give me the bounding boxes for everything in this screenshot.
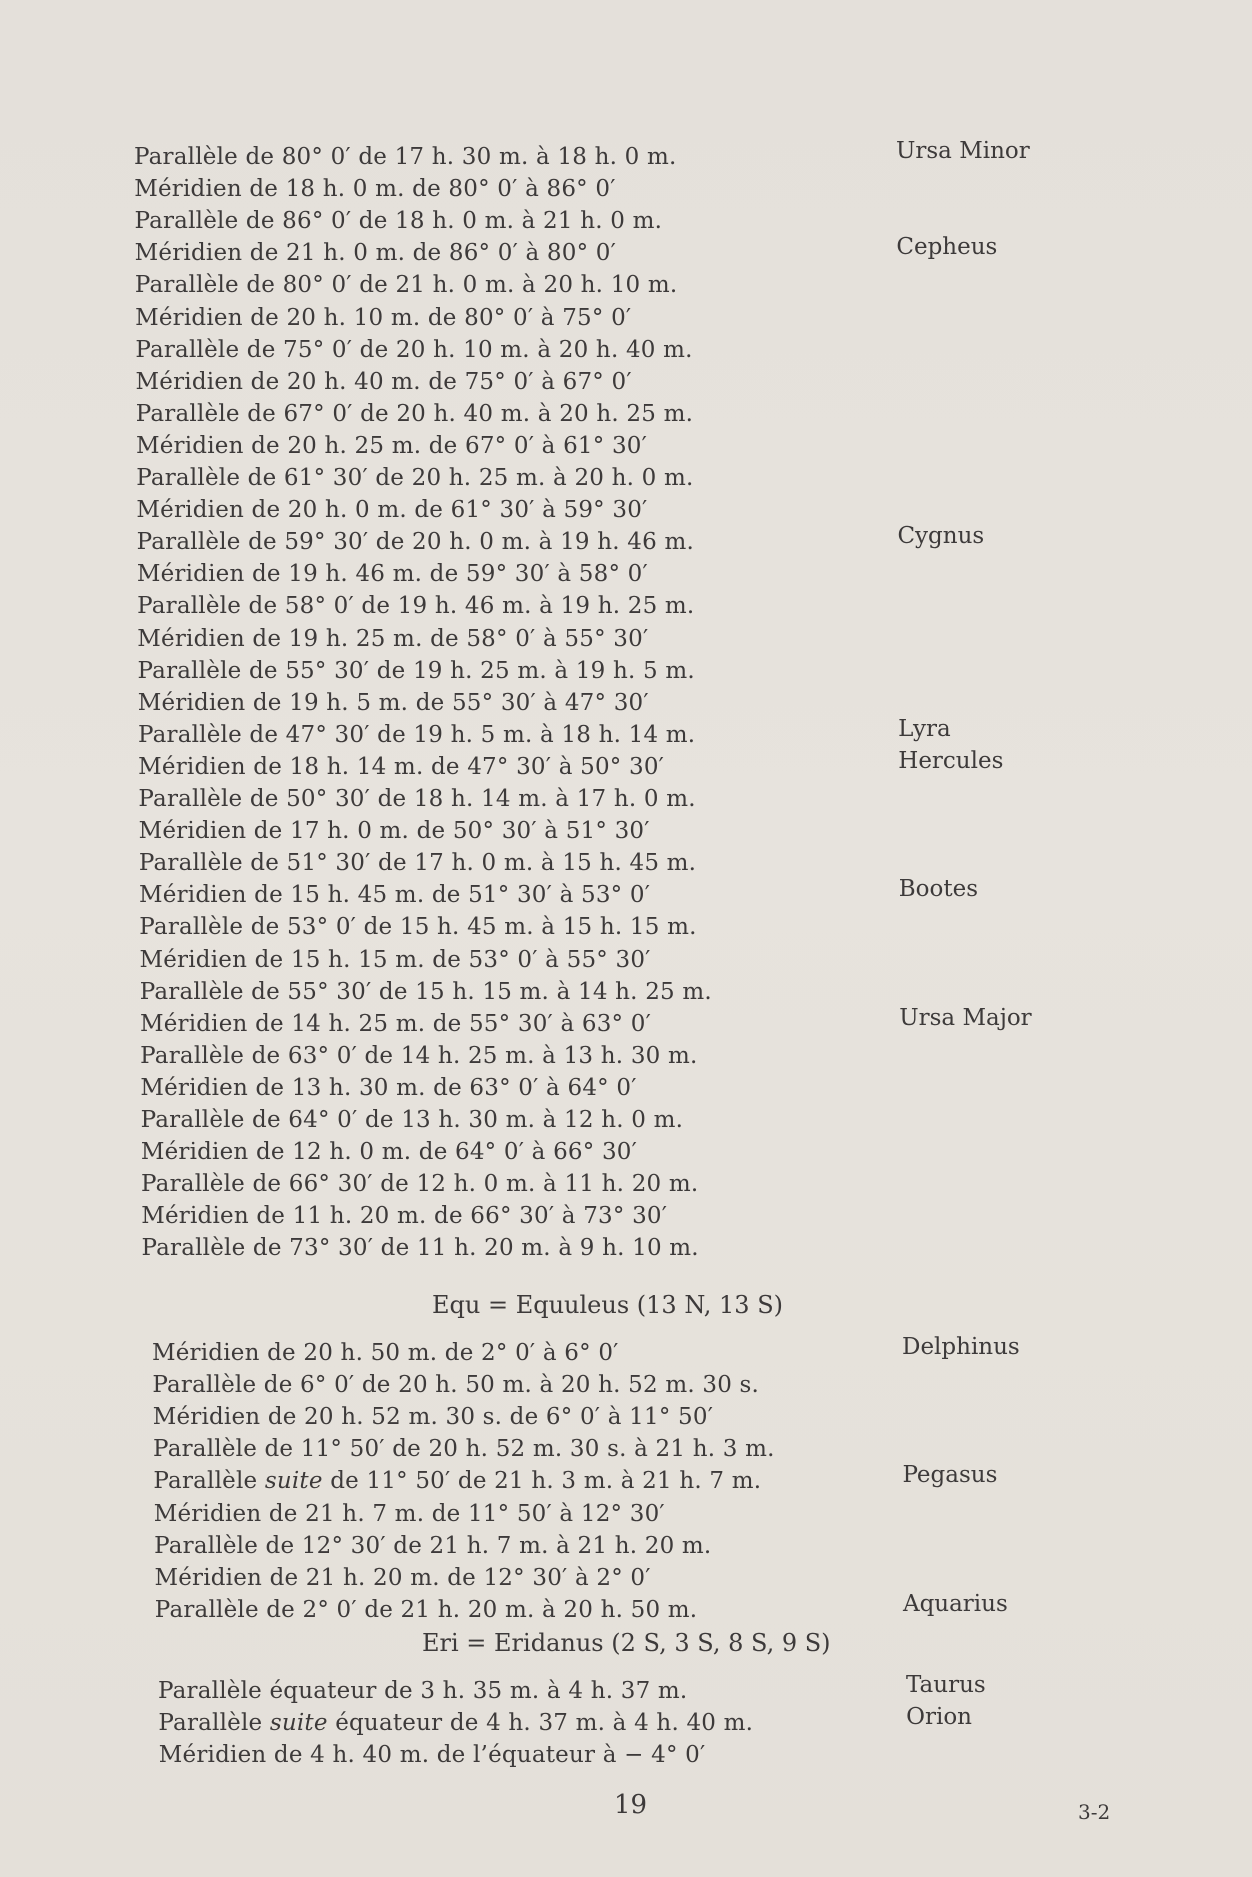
boundary-line: Méridien de 18 h. 0 m. de 80° 0′ à 86° 0′ [134,176,616,203]
boundary-line: Méridien de 12 h. 0 m. de 64° 0′ à 66° 30′ [140,1139,638,1166]
boundary-line: Méridien de 21 h. 0 m. de 86° 0′ à 80° 0′ [134,240,617,267]
boundary-line: Méridien de 13 h. 30 m. de 63° 0′ à 64° 0′ [140,1074,637,1101]
boundary-line: Parallèle suite équateur de 4 h. 37 m. à 4 h. 40 m. [158,1710,754,1737]
boundary-line: Parallèle de 61° 30′ de 20 h. 25 m. à 20 h. 0 m. [136,465,694,491]
boundary-line: Parallèle de 75° 0′ de 20 h. 10 m. à 20 h. 40 m. [135,336,693,363]
boundary-line: Méridien de 20 h. 52 m. 30 s. de 6° 0′ à 11° 50′ [152,1404,714,1431]
boundary-line: Parallèle de 58° 0′ de 19 h. 46 m. à 19 h. 25 m. [137,593,695,620]
boundary-line: Méridien de 20 h. 50 m. de 2° 0′ à 6° 0′ [152,1340,619,1366]
boundary-line: Méridien de 20 h. 40 m. de 75° 0′ à 67° 0′ [135,368,632,395]
boundary-line: Parallèle de 80° 0′ de 21 h. 0 m. à 20 h. 10 m. [134,272,678,299]
boundary-line: Méridien de 15 h. 15 m. de 53° 0′ à 55° 30′ [139,946,651,973]
boundary-line: Méridien de 21 h. 20 m. de 12° 30′ à 2° 0′ [154,1564,651,1591]
constellation-label: Taurus [906,1672,986,1698]
constellation-label: Orion [906,1704,972,1731]
boundary-line: Parallèle de 64° 0′ de 13 h. 30 m. à 12 h. 0 m. [140,1107,684,1133]
boundary-line: Parallèle de 6° 0′ de 20 h. 50 m. à 20 h. 52 m. 30 s. [152,1372,760,1399]
constellation-label: Bootes [898,876,979,903]
page-number: 19 [614,1790,648,1820]
constellation-label: Delphinus [902,1334,1020,1360]
constellation-label: Ursa Minor [896,138,1030,164]
boundary-line: Parallèle de 47° 30′ de 19 h. 5 m. à 18 h. 14 m. [137,721,696,748]
boundary-line: Parallèle de 51° 30′ de 17 h. 0 m. à 15 h. 45 m. [138,850,697,877]
page-mark: 3-2 [1078,1800,1111,1824]
boundary-line: Parallèle de 55° 30′ de 15 h. 15 m. à 14 h. 25 m. [139,978,712,1005]
boundary-line: Méridien de 11 h. 20 m. de 66° 30′ à 73° 30′ [141,1203,668,1230]
boundary-line: Méridien de 20 h. 10 m. de 80° 0′ à 75° 0′ [135,304,632,331]
boundary-line: Méridien de 14 h. 25 m. de 55° 30′ à 63° 0′ [139,1010,652,1037]
boundary-line: Méridien de 19 h. 46 m. de 59° 30′ à 58° 0′ [136,561,648,588]
boundary-line: Méridien de 17 h. 0 m. de 50° 30′ à 51° 30′ [138,818,650,845]
boundary-line: Parallèle équateur de 3 h. 35 m. à 4 h. 37 m. [158,1678,688,1704]
constellation-label: Cygnus [897,523,985,550]
boundary-line: Parallèle de 50° 30′ de 18 h. 14 m. à 17 h. 0 m. [138,786,696,812]
boundary-line: Méridien de 4 h. 40 m. de l’équateur à − 4° 0′ [158,1742,706,1769]
boundary-line: Parallèle de 80° 0′ de 17 h. 30 m. à 18 h. 0 m. [134,144,677,170]
boundary-line: Parallèle de 55° 30′ de 19 h. 25 m. à 19 h. 5 m. [137,657,695,684]
section-heading: Equ = Equuleus (13 N, 13 S) [432,1291,784,1319]
boundary-line: Parallèle de 63° 0′ de 14 h. 25 m. à 13 h. 30 m. [140,1042,698,1069]
constellation-label: Ursa Major [899,1004,1032,1031]
boundary-line: Parallèle de 73° 30′ de 11 h. 20 m. à 9 h. 10 m. [141,1235,699,1262]
constellation-label: Hercules [898,747,1004,774]
boundary-line: Parallèle de 12° 30′ de 21 h. 7 m. à 21 h. 20 m. [154,1532,712,1559]
boundary-line: Méridien de 19 h. 5 m. de 55° 30′ à 47° 30′ [137,689,649,716]
boundary-line: Méridien de 15 h. 45 m. de 51° 30′ à 53° 0′ [139,882,651,909]
boundary-line: Parallèle suite de 11° 50′ de 21 h. 3 m. à 21 h. 7 m. [153,1468,762,1495]
constellation-label: Lyra [898,715,951,742]
boundary-line: Méridien de 19 h. 25 m. de 58° 0′ à 55° 30′ [137,625,649,652]
boundary-line: Parallèle de 86° 0′ de 18 h. 0 m. à 21 h. 0 m. [134,208,663,235]
boundary-line: Parallèle de 67° 0′ de 20 h. 40 m. à 20 h. 25 m. [135,400,694,427]
constellation-label: Pegasus [902,1462,998,1489]
boundary-line: Méridien de 18 h. 14 m. de 47° 30′ à 50° 30′ [138,753,665,780]
boundary-line: Méridien de 20 h. 0 m. de 61° 30′ à 59° 30′ [136,497,648,524]
boundary-line: Méridien de 21 h. 7 m. de 11° 50′ à 12° 30′ [153,1500,665,1527]
constellation-label: Aquarius [902,1590,1008,1617]
constellation-label: Cepheus [896,234,998,261]
boundary-line: Parallèle de 59° 30′ de 20 h. 0 m. à 19 h. 46 m. [136,529,694,556]
boundary-line: Méridien de 20 h. 25 m. de 67° 0′ à 61° 30′ [135,432,648,459]
boundary-line: Parallèle de 11° 50′ de 20 h. 52 m. 30 s. à 21 h. 3 m. [153,1436,775,1463]
boundary-line: Parallèle de 53° 0′ de 15 h. 45 m. à 15 h. 15 m. [139,914,697,941]
boundary-line: Parallèle de 2° 0′ de 21 h. 20 m. à 20 h. 50 m. [154,1596,698,1623]
section-heading: Eri = Eridanus (2 S, 3 S, 8 S, 9 S) [422,1629,831,1657]
boundary-line: Parallèle de 66° 30′ de 12 h. 0 m. à 11 h. 20 m. [141,1171,699,1198]
